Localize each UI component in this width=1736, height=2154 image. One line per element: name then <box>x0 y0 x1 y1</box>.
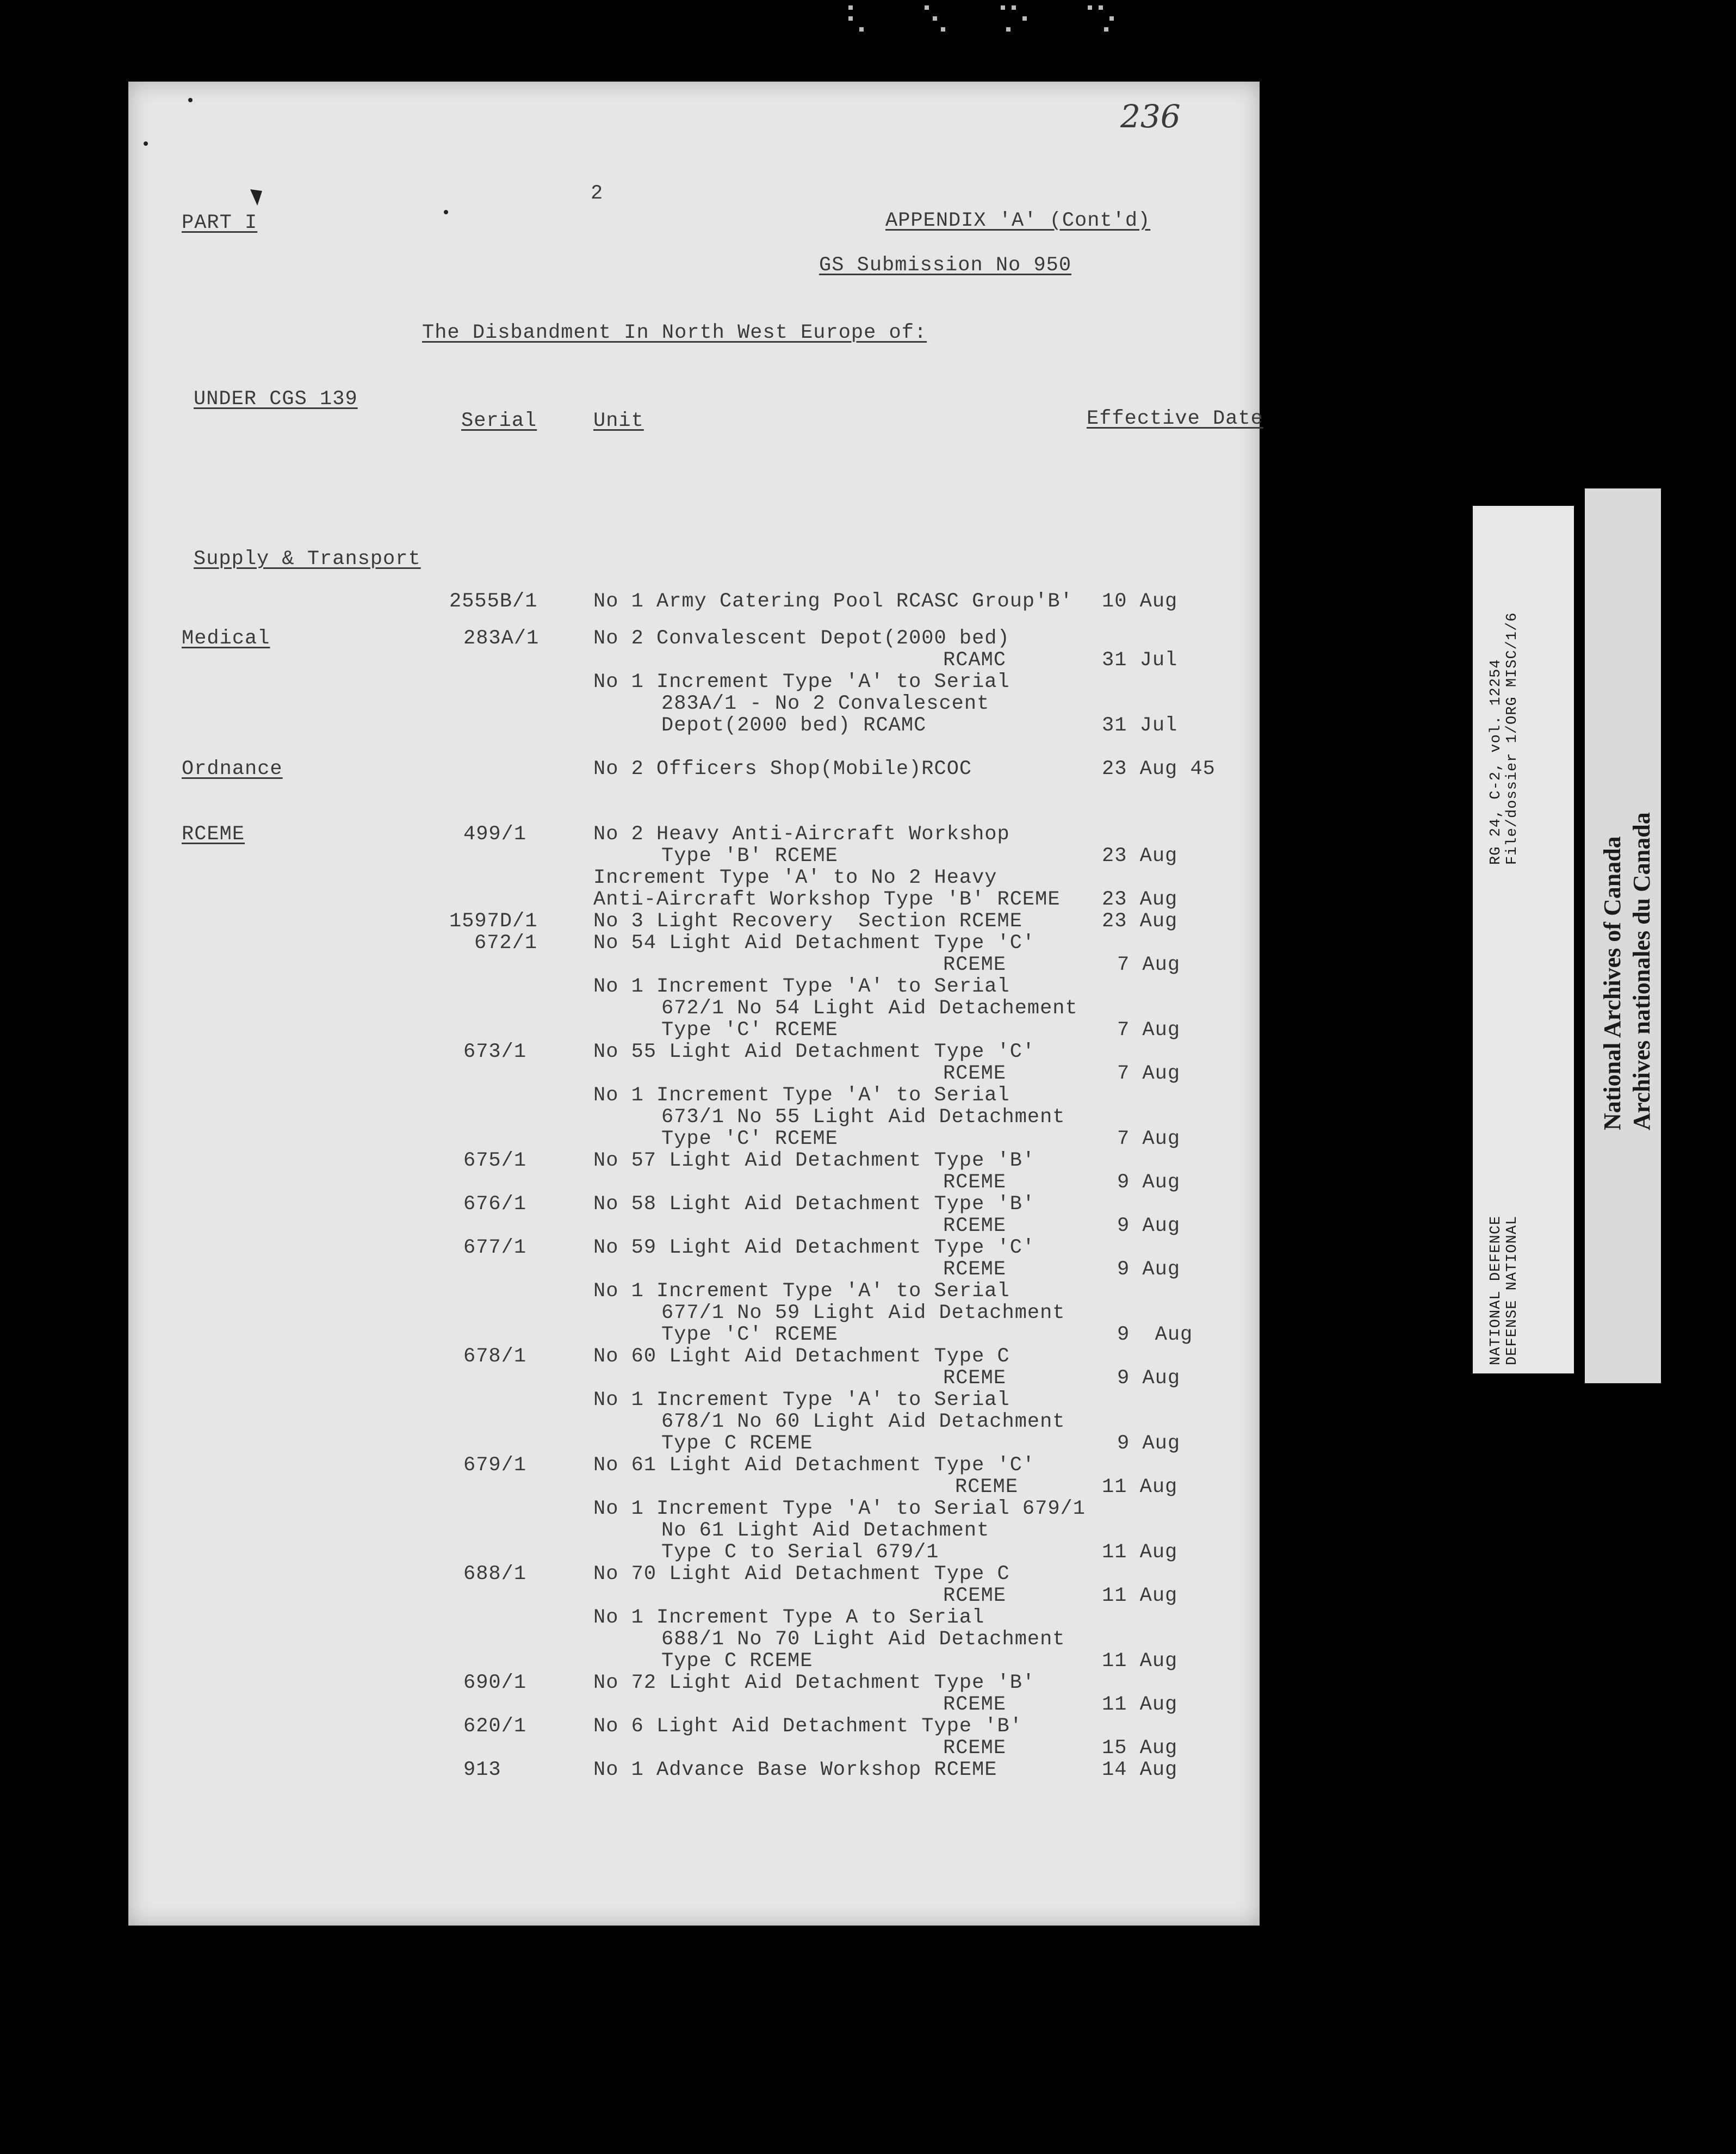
table-line: 678/1 <box>463 1345 527 1368</box>
table-line: RCAMC <box>943 649 1007 672</box>
table-line: Type C RCEME <box>661 1432 813 1455</box>
table-line: No 54 Light Aid Detachment Type 'C' <box>593 932 1036 955</box>
table-line: 688/1 No 70 Light Aid Detachment <box>661 1628 1065 1651</box>
table-line: 678/1 No 60 Light Aid Detachment <box>661 1410 1065 1433</box>
table-line: 7 Aug <box>1117 1062 1181 1085</box>
table-line: 31 Jul <box>1102 714 1178 737</box>
table-line: No 1 Increment Type 'A' to Serial 679/1 <box>593 1497 1086 1520</box>
table-line: No 2 Convalescent Depot(2000 bed) <box>593 627 1010 650</box>
table-line: 677/1 No 59 Light Aid Detachment <box>661 1302 1065 1324</box>
table-line: RCEME <box>943 1062 1007 1085</box>
ink-speck <box>444 210 448 214</box>
table-line: 688/1 <box>463 1563 527 1586</box>
table-line: 672/1 <box>474 932 538 955</box>
table-line: 673/1 <box>463 1041 527 1063</box>
table-line: 9 Aug <box>1117 1367 1181 1390</box>
ink-speck <box>144 141 148 146</box>
table-line: 9 Aug <box>1117 1258 1181 1281</box>
table-line: 676/1 <box>463 1193 527 1216</box>
table-line: Type 'B' RCEME <box>661 845 838 868</box>
table-line: RCEME <box>943 1215 1007 1237</box>
table-line: 2555B/1 <box>449 590 538 613</box>
table-line: 23 Aug 45 <box>1102 758 1216 781</box>
table-line: No 59 Light Aid Detachment Type 'C' <box>593 1236 1036 1259</box>
table-line: RCEME <box>943 1258 1007 1281</box>
table-line: 15 Aug <box>1102 1737 1178 1760</box>
archive-name-strip <box>1585 488 1661 1383</box>
table-line: 9 Aug <box>1117 1171 1181 1194</box>
document-page <box>128 82 1263 1926</box>
pencil-mark <box>250 189 262 206</box>
section-heading: Medical <box>182 627 270 650</box>
table-line: Increment Type 'A' to No 2 Heavy <box>593 866 997 889</box>
table-line: Type 'C' RCEME <box>661 1019 838 1042</box>
table-line: RCEME <box>943 1584 1007 1607</box>
table-line: 23 Aug <box>1102 845 1178 868</box>
table-line: 283A/1 - No 2 Convalescent <box>661 692 990 715</box>
table-line: No 3 Light Recovery Section RCEME <box>593 910 1022 933</box>
archive-reference: RG 24, C-2, vol. 12254 File/dossier 1/ORG MISC/1/6 <box>1488 612 1521 865</box>
table-line: Type C RCEME <box>661 1650 813 1673</box>
table-line: 7 Aug <box>1117 954 1181 976</box>
table-line: No 6 Light Aid Detachment Type 'B' <box>593 1715 1022 1738</box>
table-line: No 2 Heavy Anti-Aircraft Workshop <box>593 823 1010 846</box>
column-header-date: Effective Date <box>1087 407 1263 430</box>
table-line: 14 Aug <box>1102 1759 1178 1781</box>
table-line: Depot(2000 bed) RCAMC <box>661 714 927 737</box>
table-line: 11 Aug <box>1102 1693 1178 1716</box>
appendix-label: APPENDIX 'A' (Cont'd) <box>885 209 1151 232</box>
table-line: 7 Aug <box>1117 1128 1181 1150</box>
section-heading: Supply & Transport <box>194 548 421 571</box>
table-line: RCEME <box>955 1476 1019 1499</box>
table-line: Type 'C' RCEME <box>661 1323 838 1346</box>
table-line: No 61 Light Aid Detachment Type 'C' <box>593 1454 1036 1477</box>
table-line: No 70 Light Aid Detachment Type C <box>593 1563 1010 1586</box>
table-line: RCEME <box>943 1737 1007 1760</box>
table-line: No 1 Advance Base Workshop RCEME <box>593 1759 997 1781</box>
table-line: 23 Aug <box>1102 910 1178 933</box>
table-line: 679/1 <box>463 1454 527 1477</box>
scan-edge-marks <box>838 0 1186 33</box>
table-line: 11 Aug <box>1102 1650 1178 1673</box>
table-line: No 55 Light Aid Detachment Type 'C' <box>593 1041 1036 1063</box>
table-line: 690/1 <box>463 1672 527 1694</box>
table-line: 620/1 <box>463 1715 527 1738</box>
department-stamp: NATIONAL DEFENCE DEFENSE NATIONAL <box>1488 1215 1521 1365</box>
column-header-unit: Unit <box>593 410 644 432</box>
table-line: No 72 Light Aid Detachment Type 'B' <box>593 1672 1036 1694</box>
table-line: RCEME <box>943 1693 1007 1716</box>
table-line: 677/1 <box>463 1236 527 1259</box>
table-line: RCEME <box>943 1171 1007 1194</box>
table-line: 672/1 No 54 Light Aid Detachement <box>661 997 1078 1020</box>
column-header-serial: Serial <box>461 410 537 432</box>
part-label: PART I <box>182 212 258 234</box>
submission-number: GS Submission No 950 <box>819 254 1072 277</box>
table-line: 673/1 No 55 Light Aid Detachment <box>661 1106 1065 1129</box>
section-heading: Ordnance <box>182 758 283 781</box>
archive-name: National Archives of Canada Archives nationales du Canada <box>1599 812 1655 1130</box>
table-line: RCEME <box>943 954 1007 976</box>
table-line: Type 'C' RCEME <box>661 1128 838 1150</box>
ink-speck <box>188 98 193 102</box>
table-line: 11 Aug <box>1102 1476 1178 1499</box>
table-line: No 1 Increment Type A to Serial <box>593 1606 985 1629</box>
document-title: The Disbandment In North West Europe of: <box>422 321 927 344</box>
table-line: No 1 Increment Type 'A' to Serial <box>593 671 1010 694</box>
table-line: No 57 Light Aid Detachment Type 'B' <box>593 1149 1036 1172</box>
table-line: 10 Aug <box>1102 590 1178 613</box>
folio-number: 236 <box>1120 98 1181 135</box>
table-line: No 1 Increment Type 'A' to Serial <box>593 975 1010 998</box>
table-line: No 1 Increment Type 'A' to Serial <box>593 1084 1010 1107</box>
table-line: 31 Jul <box>1102 649 1178 672</box>
table-line: No 1 Army Catering Pool RCASC Group'B' <box>593 590 1073 613</box>
table-line: 7 Aug <box>1117 1019 1181 1042</box>
table-line: 9 Aug <box>1117 1215 1181 1237</box>
table-line: No 1 Increment Type 'A' to Serial <box>593 1280 1010 1303</box>
table-line: 11 Aug <box>1102 1541 1178 1564</box>
table-line: 11 Aug <box>1102 1584 1178 1607</box>
table-line: 9 Aug <box>1117 1323 1193 1346</box>
table-line: 1597D/1 <box>449 910 538 933</box>
table-line: 675/1 <box>463 1149 527 1172</box>
table-line: No 1 Increment Type 'A' to Serial <box>593 1389 1010 1412</box>
section-heading: RCEME <box>182 823 245 846</box>
table-line: 283A/1 <box>463 627 540 650</box>
table-line: No 61 Light Aid Detachment <box>661 1519 990 1542</box>
table-line: 9 Aug <box>1117 1432 1181 1455</box>
page-number: 2 <box>591 182 604 205</box>
table-line: Anti-Aircraft Workshop Type 'B' RCEME <box>593 888 1061 911</box>
table-line: Type C to Serial 679/1 <box>661 1541 939 1564</box>
table-line: 23 Aug <box>1102 888 1178 911</box>
table-line: No 58 Light Aid Detachment Type 'B' <box>593 1193 1036 1216</box>
table-line: 913 <box>463 1759 501 1781</box>
archive-reference-strip <box>1473 506 1574 1373</box>
table-line: No 60 Light Aid Detachment Type C <box>593 1345 1010 1368</box>
table-line: RCEME <box>943 1367 1007 1390</box>
table-line: 499/1 <box>463 823 527 846</box>
authority-heading: UNDER CGS 139 <box>194 388 358 411</box>
table-line: No 2 Officers Shop(Mobile)RCOC <box>593 758 972 781</box>
